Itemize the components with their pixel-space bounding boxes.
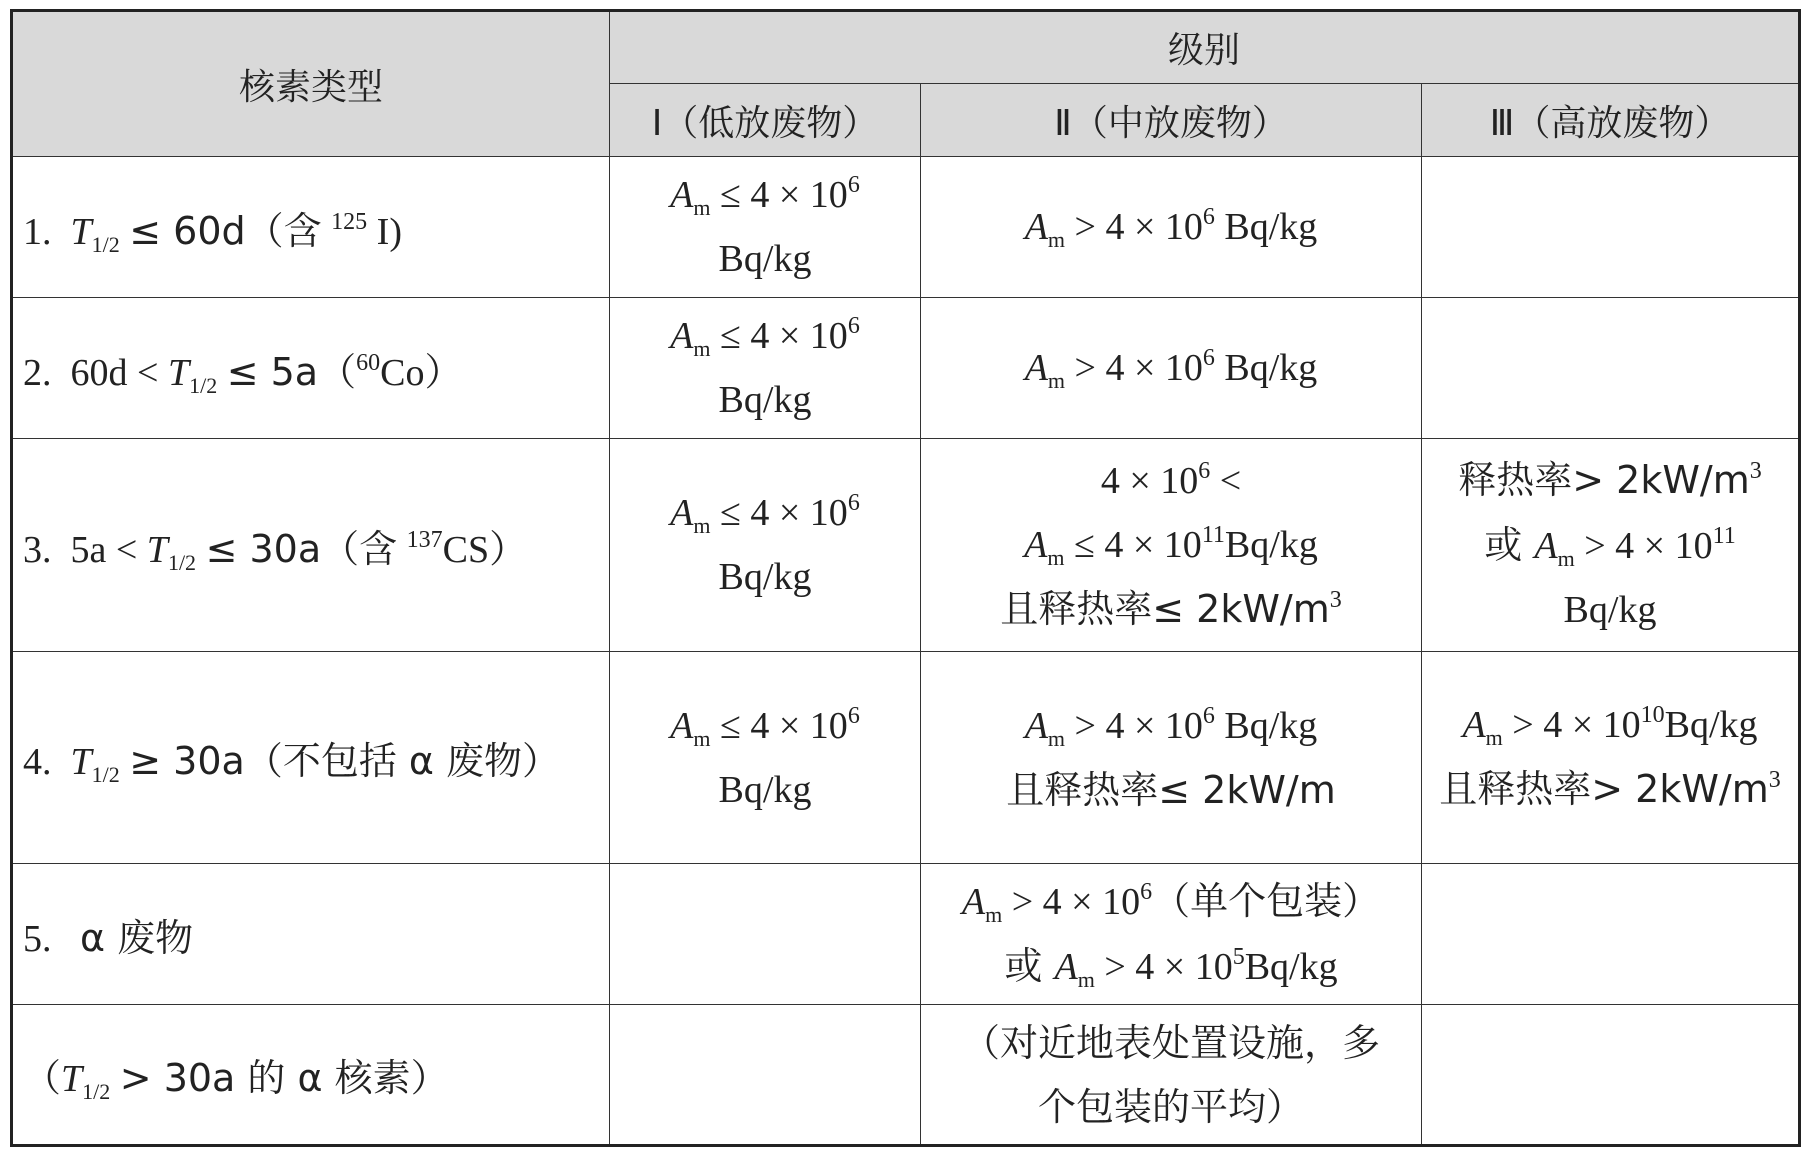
text-rows-0-mid-am_sub: m	[1047, 227, 1066, 252]
text-rows-1-mid-exp: 6	[1202, 345, 1215, 371]
text-rows-1-mid-am_sub: m	[1047, 368, 1066, 393]
text-rows-2-low-am: A	[670, 492, 694, 534]
text-rows-0-cond: ≤ 60d（含	[129, 208, 322, 253]
text-rows-5-cond: > 30a 的 α 核素）	[119, 1056, 449, 1100]
table-row-5	[12, 864, 1800, 1005]
text-rows-4-mid-am2: A	[1054, 946, 1078, 988]
text-rows-2-low-l1: ≤ 4 × 10	[720, 492, 848, 534]
text-rows-1-mid-l1: > 4 × 10	[1074, 347, 1203, 389]
text-rows-3-high-unit: Bq/kg	[1664, 704, 1758, 746]
text-rows-2-mid-am_sub: m	[1047, 544, 1065, 570]
header-level: 级别	[610, 11, 1800, 84]
text-rows-2-mid-line1_exp: 6	[1198, 457, 1211, 484]
text-rows-3-mid-exp: 6	[1202, 702, 1215, 729]
text-rows-0-low-exp: 6	[847, 172, 860, 198]
text-rows-0-t_sub: 1/2	[91, 231, 120, 257]
text-rows-1-low-am_sub: m	[693, 336, 711, 361]
low-level-cell-3	[610, 439, 921, 652]
table-row-3	[12, 439, 1800, 652]
text-rows-3-high-am_sub: m	[1485, 725, 1503, 750]
text-rows-1-iso_sym: Co	[380, 351, 425, 394]
mid-level-cell-2	[921, 298, 1422, 439]
low-level-cell-4	[610, 652, 921, 864]
text-rows-3-mid-line2: 且释热率≤ 2kW/m	[1006, 767, 1336, 812]
text-rows-1-mid-am: A	[1024, 347, 1048, 389]
nuclide-cell-2	[12, 298, 610, 439]
text-rows-1-low-exp: 6	[847, 313, 860, 339]
text-rows-3-num: 4.	[23, 741, 52, 783]
table-row-1	[12, 157, 1800, 298]
text-rows-2-iso_close: ）	[489, 526, 528, 571]
header-row-1	[12, 11, 1800, 84]
text-rows-0-mid-unit: Bq/kg	[1224, 206, 1318, 248]
high-level-cell-4	[1422, 652, 1800, 864]
text-rows-5-mid-line1: （对近地表处置设施，多	[961, 1020, 1380, 1065]
text-rows-3-high-line2_exp: 3	[1768, 767, 1781, 793]
nuclide-cell-3	[12, 439, 610, 652]
text-rows-3-low-l1: ≤ 4 × 10	[720, 704, 848, 747]
text-rows-2-mid-line2_unit: Bq/kg	[1224, 523, 1318, 566]
text-rows-0-num: 1.	[23, 210, 52, 253]
text-rows-3-high-exp: 10	[1640, 702, 1665, 728]
high-level-cell-2	[1422, 298, 1800, 439]
text-rows-2-mid-line3: 且释热率≤ 2kW/m	[1000, 586, 1330, 631]
text-rows-0-low-l1: ≤ 4 × 10	[720, 174, 848, 216]
text-rows-0-iso_sym: I	[376, 210, 390, 253]
text-rows-4-mid-exp: 6	[1140, 879, 1153, 905]
mid-level-cell-1	[921, 157, 1422, 298]
text-rows-3-low-am_sub: m	[693, 725, 711, 751]
text-rows-1-t_var: T	[167, 351, 190, 394]
text-rows-2-cond: ≤ 30a（含	[205, 526, 398, 571]
text-rows-2-mid-line1: 4 × 10	[1100, 459, 1199, 502]
text-rows-3-high-line2: 且释热率> 2kW/m	[1439, 767, 1769, 811]
text-rows-2-high-line2_exp: 11	[1712, 523, 1736, 549]
text-rows-2-high-line2: > 4 × 10	[1584, 525, 1713, 567]
text-rows-4-num: 5.	[23, 917, 52, 960]
text-rows-1-cond: ≤ 5a（	[226, 349, 357, 394]
text-rows-1-num: 2.	[23, 351, 52, 394]
text-rows-2-t_var: T	[146, 528, 168, 571]
text-rows-1-t_sub: 1/2	[189, 372, 218, 398]
text-rows-3-low-l2: Bq/kg	[718, 768, 812, 811]
text-rows-4-mid-line2_exp: 5	[1232, 944, 1245, 970]
text-rows-3-cond: ≥ 30a（不包括 α 废物）	[129, 739, 561, 783]
mid-level-cell-6	[921, 1005, 1422, 1146]
text-rows-1-mid-unit: Bq/kg	[1224, 347, 1318, 389]
table-row-2	[12, 298, 1800, 439]
mid-level-cell-5	[921, 864, 1422, 1005]
text-rows-5-t_sub: 1/2	[82, 1079, 111, 1104]
text-rows-3-low-am: A	[670, 704, 694, 747]
header-mid-level: Ⅱ（中放废物）	[921, 84, 1422, 157]
text-rows-1-iso_mass: 60	[356, 349, 381, 376]
text-rows-2-high-am_sub: m	[1557, 546, 1575, 571]
nuclide-cell-6	[12, 1005, 610, 1146]
table-row-6	[12, 1005, 1800, 1146]
text-rows-2-mid-line3_exp: 3	[1329, 586, 1342, 613]
text-rows-4-mid-tail: （单个包装）	[1152, 879, 1381, 923]
text-rows-2-high-am: A	[1534, 525, 1558, 567]
text-rows-4-mid-am: A	[961, 881, 986, 923]
text-rows-3-mid-am_sub: m	[1047, 725, 1066, 751]
text-rows-2-high-line1_exp: 3	[1749, 458, 1762, 484]
text-rows-4-mid-l1: > 4 × 10	[1011, 881, 1141, 923]
text-rows-3-high-am: A	[1462, 704, 1486, 746]
mid-level-cell-3	[921, 439, 1422, 652]
nuclide-cell-1	[12, 157, 610, 298]
high-level-cell-1	[1422, 157, 1800, 298]
text-rows-1-low-l1: ≤ 4 × 10	[720, 315, 848, 357]
text-rows-0-iso_mass: 125	[331, 208, 368, 235]
text-rows-2-iso_sym: CS	[442, 528, 490, 571]
text-rows-3-mid-l1: > 4 × 10	[1074, 704, 1203, 747]
text-rows-2-high-line2_pre: 或	[1484, 523, 1535, 567]
mid-level-cell-4	[921, 652, 1422, 864]
text-rows-1-pre: 60d <	[70, 351, 159, 394]
text-rows-3-t_sub: 1/2	[91, 762, 120, 787]
text-rows-0-mid-exp: 6	[1202, 204, 1215, 230]
text-rows-2-high-line1: 释热率> 2kW/m	[1458, 458, 1750, 502]
text-rows-3-mid-am: A	[1024, 704, 1048, 747]
text-rows-2-mid-am: A	[1024, 523, 1048, 566]
nuclide-cell-5	[12, 864, 610, 1005]
text-rows-0-mid-am: A	[1024, 206, 1048, 248]
text-rows-0-low-am_sub: m	[693, 195, 711, 220]
low-level-cell-1	[610, 157, 921, 298]
text-rows-2-iso_mass: 137	[406, 526, 443, 553]
text-rows-3-mid-unit: Bq/kg	[1224, 704, 1318, 747]
classification-table	[10, 9, 1801, 1147]
header-high-level: Ⅲ（高放废物）	[1422, 84, 1800, 157]
text-rows-3-t_var: T	[70, 741, 92, 783]
text-rows-1-low-am: A	[670, 315, 694, 357]
header-nuclide-type: 核素类型	[12, 11, 610, 157]
text-rows-2-low-exp: 6	[847, 490, 860, 516]
low-level-cell-2	[610, 298, 921, 439]
text-rows-5-mid-line2: 个包装的平均）	[1037, 1084, 1304, 1129]
text-rows-0-low-l2: Bq/kg	[718, 238, 812, 280]
header-low-level: Ⅰ（低放废物）	[610, 84, 921, 157]
low-level-cell-6	[610, 1005, 921, 1146]
text-rows-1-iso_close: ）	[424, 349, 463, 394]
text-rows-4-mid-line2_pre: 或	[1004, 944, 1055, 988]
text-rows-2-low-l2: Bq/kg	[718, 556, 812, 598]
text-rows-4-cond: α 废物	[80, 915, 194, 960]
text-rows-0-low-am: A	[670, 174, 694, 216]
text-rows-0-t_var: T	[70, 210, 92, 253]
text-rows-4-mid-line2: > 4 × 10	[1104, 946, 1233, 988]
text-rows-3-low-exp: 6	[847, 702, 860, 729]
table-row-4	[12, 652, 1800, 864]
text-rows-0-iso_close: )	[389, 210, 402, 253]
text-rows-4-mid-am2_sub: m	[1077, 967, 1095, 992]
text-rows-2-mid-line1_tail: <	[1210, 459, 1242, 502]
text-rows-5-t_var: T	[61, 1058, 83, 1100]
text-rows-2-low-am_sub: m	[693, 513, 711, 538]
text-rows-4-mid-am_sub: m	[985, 902, 1003, 927]
high-level-cell-3	[1422, 439, 1800, 652]
text-rows-2-num: 3.	[23, 528, 52, 571]
text-rows-2-high-line3: Bq/kg	[1563, 589, 1657, 631]
text-rows-2-mid-line2_exp: 11	[1201, 521, 1225, 548]
text-rows-2-pre: 5a <	[70, 528, 138, 571]
text-rows-2-mid-line2: ≤ 4 × 10	[1074, 523, 1202, 566]
text-rows-5-open: （	[23, 1056, 62, 1100]
text-rows-2-t_sub: 1/2	[167, 549, 197, 575]
text-rows-3-high-l1: > 4 × 10	[1512, 704, 1641, 746]
text-rows-0-mid-l1: > 4 × 10	[1074, 206, 1203, 248]
text-rows-4-mid-line2_unit: Bq/kg	[1244, 946, 1338, 988]
low-level-cell-5	[610, 864, 921, 1005]
high-level-cell-5	[1422, 864, 1800, 1005]
nuclide-cell-4	[12, 652, 610, 864]
text-rows-1-low-l2: Bq/kg	[718, 379, 812, 421]
high-level-cell-6	[1422, 1005, 1800, 1146]
